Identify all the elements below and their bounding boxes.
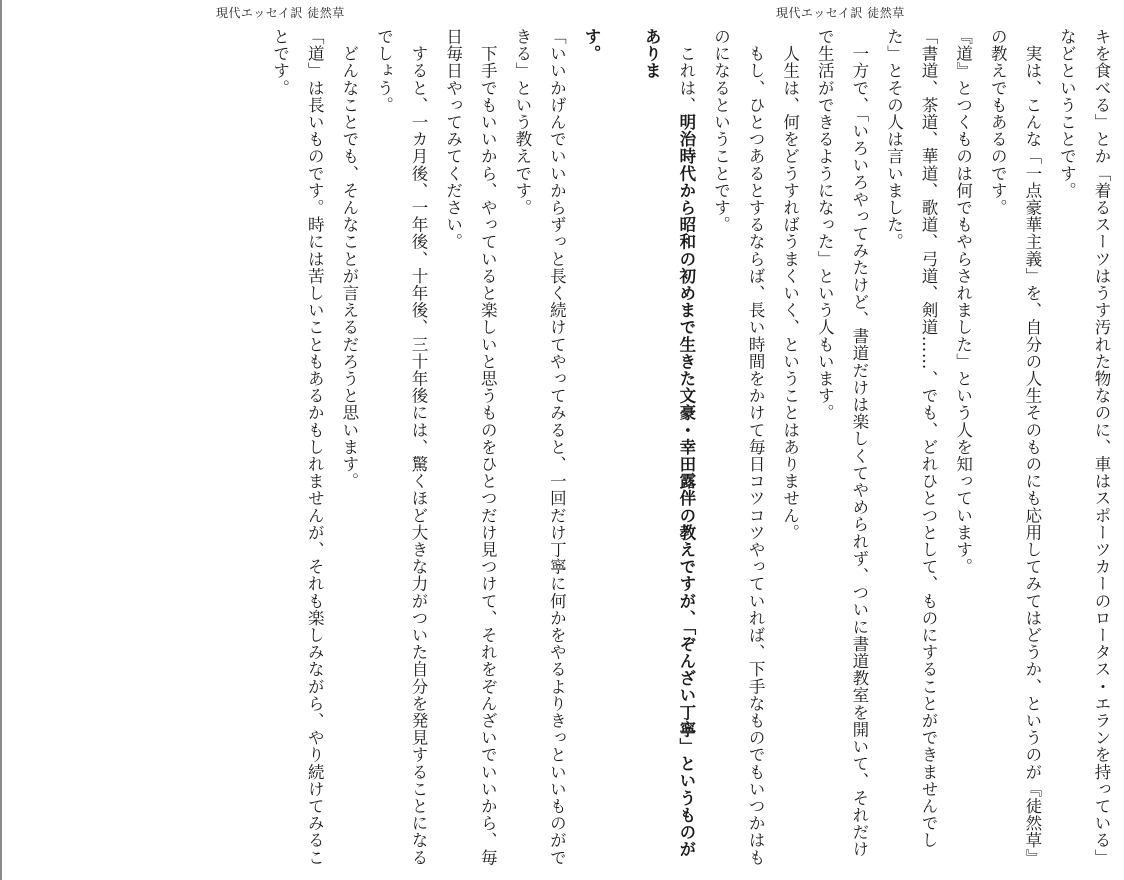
right-page bbox=[622, 0, 1124, 880]
body-paragraph-8 bbox=[634, 28, 703, 873]
body-paragraph-2: 「いいかげんでいいからずっと長く続けてやってみると、一回だけ丁寧に何かをやるよりきっといいものができる」という教えです。 bbox=[512, 28, 567, 866]
body-paragraph-4: 「書道、茶道、華道、歌道、弓道、剣道……、でも、どれひとつとして、ものにすることができませんでした」とその人は言いました。 bbox=[884, 28, 939, 849]
body-paragraph-3: 『道』とつくものは何でもやらされました」という人を知っています。 bbox=[953, 28, 973, 576]
left-page-body bbox=[262, 28, 608, 873]
body-paragraph-1: す。 bbox=[582, 28, 601, 63]
bold-emphasis-text: 明治時代から昭和の初めまで生きた文豪・幸田露伴の教えですが、「ぞんざい丁寧」というものがありま bbox=[642, 28, 696, 858]
right-page-body bbox=[634, 28, 1118, 873]
bold-line-prefix: これは、 bbox=[676, 28, 696, 114]
body-paragraph-2: 実は、こんな「一点豪華主義」を、自分の人生そのものにも応用してみてはどうか、というのが『徒然草』の教えでもあるのです。 bbox=[988, 28, 1042, 866]
body-paragraph-4: すると、一カ月後、一年後、十年後、三十年後には、驚くほど大きな力がついた自分を発見することになるでしょう。 bbox=[374, 28, 429, 866]
body-paragraph-6: 人生は、何をどうすればうまくいく、ということはありません。 bbox=[780, 28, 800, 541]
running-head-left: 現代エッセイ訳 徒然草 bbox=[216, 6, 345, 20]
page-edge-line bbox=[0, 0, 2, 880]
body-paragraph-7: もし、ひとつあるとするならば、長い時間をかけて毎日コツコツやっていれば、下手なものでもいつかはものになるということです。 bbox=[711, 28, 766, 866]
running-head-right: 現代エッセイ訳 徒然草 bbox=[776, 6, 905, 20]
left-page bbox=[200, 0, 618, 880]
body-paragraph-5: 一方で、「いろいろやってみたけど、書道だけは楽しくてやめられず、ついに書道教室を開いて、それだけで生活ができるようになった」という人もいます。 bbox=[815, 28, 869, 858]
body-paragraph-5: どんなことでも、そんなことが言えるだろうと思います。 bbox=[339, 28, 359, 490]
body-paragraph-6: 「道」は長いものです。時には苦しいこともあるかもしれませんが、それも楽しみながら、やり続けてみることです。 bbox=[270, 28, 325, 866]
body-paragraph-3: 下手でもいいから、やっていると楽しいと思うものをひとつだけ見つけて、それをぞんざいでいいから、毎日毎日やってみてください。 bbox=[443, 28, 498, 866]
body-paragraph-1: キを食べる」とか「着るスーツはうす汚れた物なのに、車はスポーツカーのロータス・エランを持っている」などということです。 bbox=[1057, 28, 1111, 866]
